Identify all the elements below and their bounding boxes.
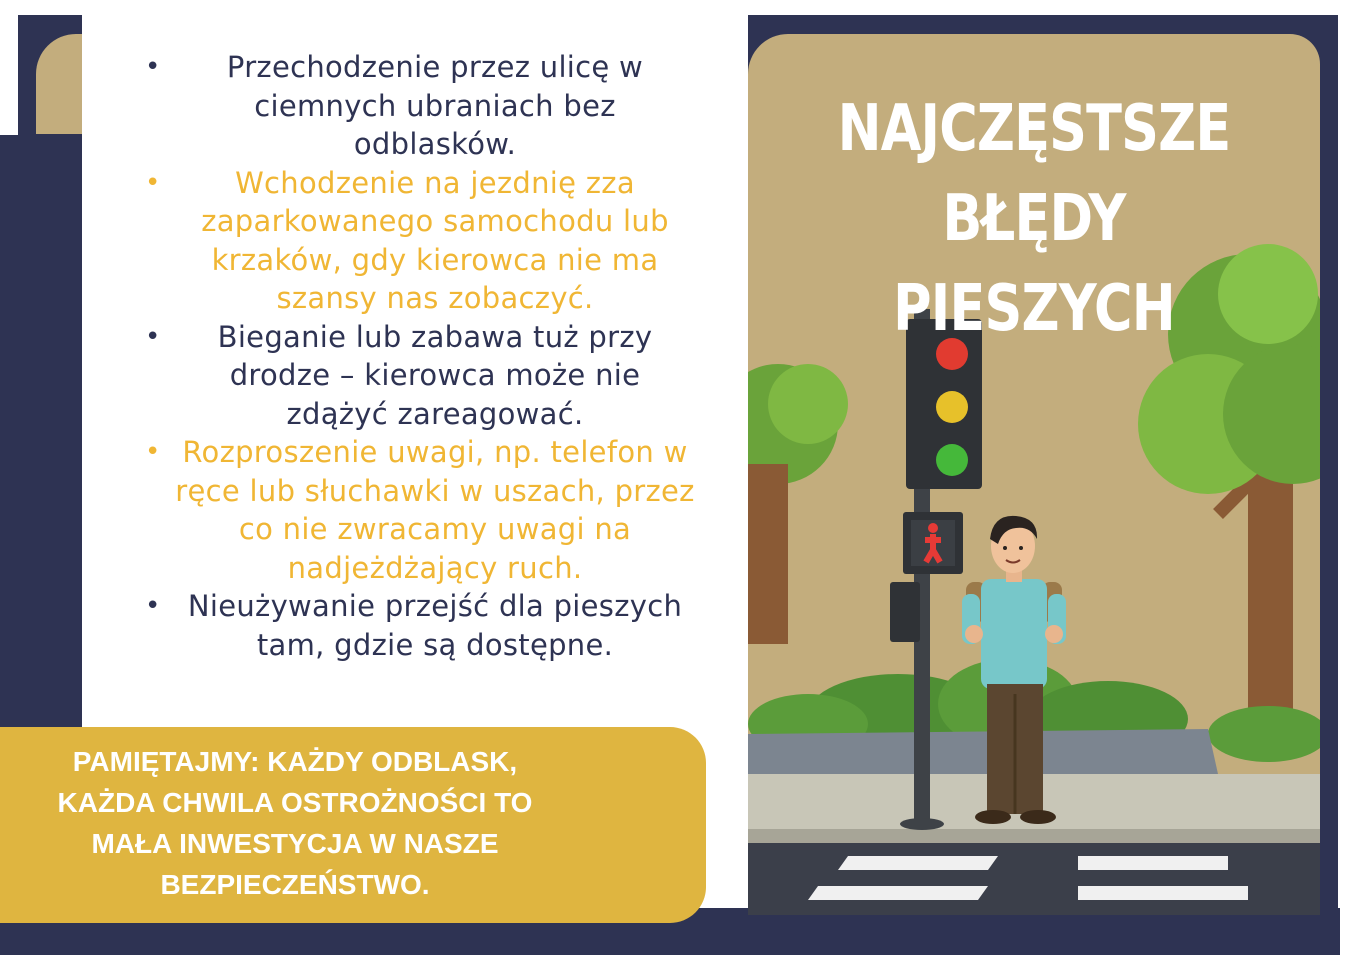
list-item	[135, 48, 705, 164]
bullet-dot: •	[145, 167, 161, 198]
list-item	[135, 164, 705, 318]
tree-left	[748, 364, 848, 644]
callout-text: PAMIĘTAJMY: KAŻDY ODBLASK, KAŻDA CHWILA OSTROŻNOŚCI TO MAŁA INWESTYCJA W NASZE BEZPIECZEŃSTWO.	[57, 746, 533, 900]
mistakes-list	[135, 48, 705, 664]
list-item-text: Przechodzenie przez ulicę w ciemnych ubraniach bez odblasków.	[226, 50, 644, 161]
title-line-1: NAJCZĘSTSZE	[837, 92, 1231, 166]
bullet-dot: •	[145, 437, 161, 467]
list-item-text: Rozproszenie uwagi, np. telefon w ręce lub słuchawki w uszach, przez co nie zwracamy uwagi na nadjeżdżający ruch.	[175, 435, 695, 585]
page-title	[799, 84, 1268, 354]
list-item-text: Bieganie lub zabawa tuż przy drodze – kierowca może nie zdążyć zareagować.	[217, 319, 653, 431]
bullet-dot: •	[145, 591, 161, 621]
list-item	[135, 318, 705, 434]
bullet-dot: •	[145, 321, 161, 352]
list-item-text: Nieużywanie przejść dla pieszych tam, gdzie są dostępne.	[187, 589, 683, 662]
bullet-dot: •	[145, 52, 161, 82]
callout-box	[0, 727, 706, 923]
list-item	[135, 587, 705, 664]
road	[748, 843, 1320, 915]
illustration-panel	[748, 34, 1320, 915]
title-line-2: BŁĘDY PIESZYCH	[893, 182, 1175, 346]
list-item	[135, 433, 705, 587]
list-item-text: Wchodzenie na jezdnię zza zaparkowanego samochodu lub krzaków, gdy kierowca nie ma szansy nas zobaczyć.	[201, 165, 669, 315]
